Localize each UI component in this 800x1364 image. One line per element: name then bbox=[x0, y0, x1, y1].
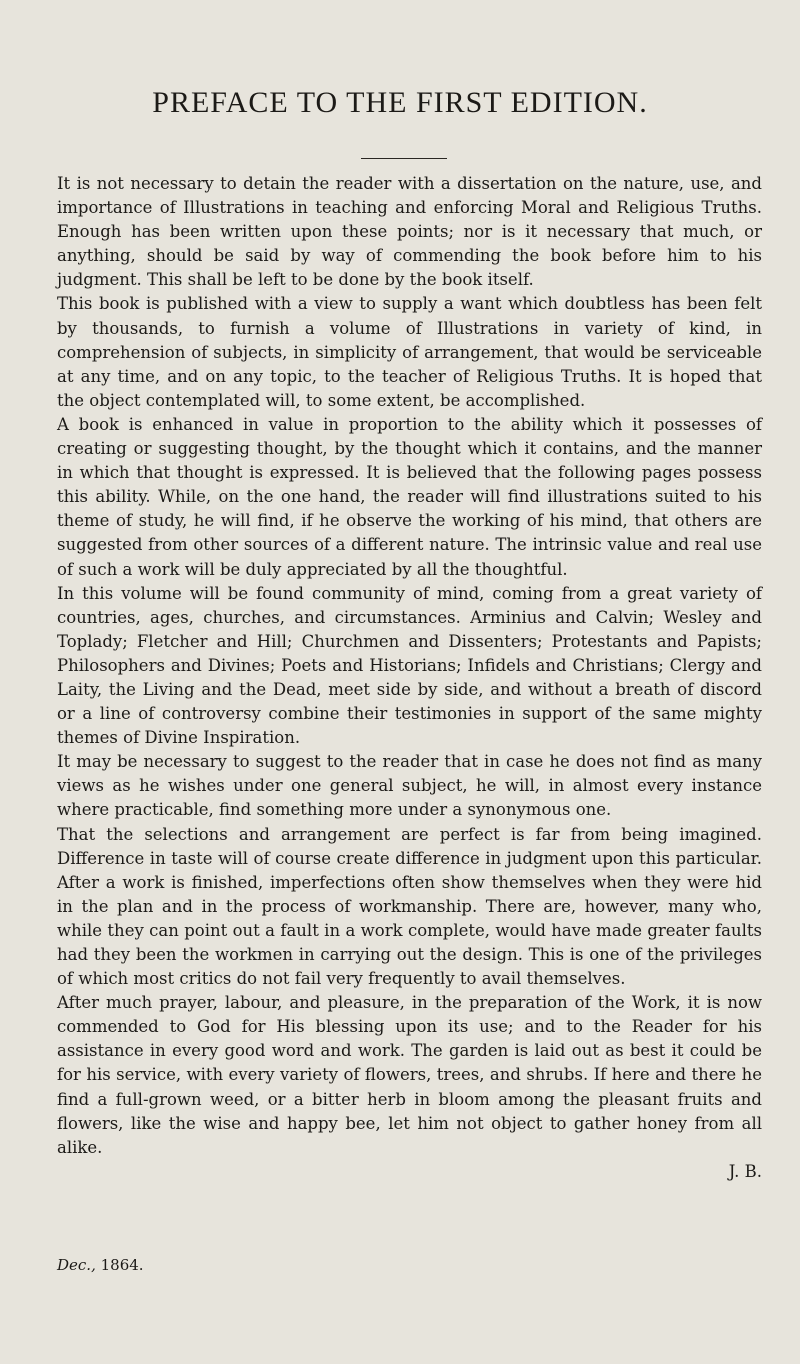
preface-body bbox=[57, 172, 762, 1184]
paragraph-4: In this volume will be found community of mind, coming from a great variety of countries, ages, churches, and circumstances. Arminius and Calvin; Wesley and Toplady; Fletcher and Hill; Churchmen and Dissenters; Protestants and Papists; Philosophers and Divines; Poets and Historians; Infidels and Christians; Clergy and Laity, the Living and the Dead, meet side by side, and without a breath of discord or a line of controversy combine their testimonies in support of the same mighty themes of Divine Inspiration. bbox=[57, 583, 762, 748]
signature: J. B. bbox=[728, 1161, 762, 1181]
paragraph-2: This book is published with a view to supply a want which doubtless has been felt by thousands, to furnish a volume of Illustrations in variety of kind, in comprehension of subjects, in simplicity of arrangement, that would be serviceable at any time, and on any topic, to the teacher of Religious Truths. It is hoped that the object contemplated will, to some extent, be accomplished. bbox=[57, 294, 762, 410]
paragraph-7: After much prayer, labour, and pleasure, in the preparation of the Work, it is now commended to God for His blessing upon its use; and to the Reader for his assistance in every good word and work. The garden is laid out as best it could be for his service, with every variety of flowers, trees, and shrubs. If here and there he find a full-grown weed, or a bitter herb in bloom among the pleasant fruits and flowers, like the wise and happy bee, let him not object to gather honey from all alike. bbox=[57, 993, 762, 1157]
paragraph-3: A book is enhanced in value in proportion to the ability which it possesses of creating or suggesting thought, by the thought which it contains, and the manner in which that thought is expressed. It is believed that the following pages possess this ability. While, on the one hand, the reader will find illustrations suited to his theme of study, he will find, if he observe the working of his mind, that others are suggested from other sources of a different nature. The intrinsic value and real use of such a work will be duly appreciated by all the thoughtful. bbox=[57, 414, 762, 579]
paragraph-6: That the selections and arrangement are perfect is far from being imagined. Difference in taste will of course create difference in judgment upon this particular. After a work is finished, imperfections often show themselves when they were hid in the plan and in the process of workmanship. There are, however, many who, while they can point out a fault in a work complete, would have made greater faults had they been the workmen in carrying out the design. This is one of the privileges of which most critics do not fail very frequently to avail themselves. bbox=[57, 824, 762, 989]
date-year: 1864. bbox=[100, 1256, 144, 1274]
paragraph-5: It may be necessary to suggest to the reader that in case he does not find as many views as he wishes under one general subject, he will, in almost every instance where practicable, find something more under a synonymous one. bbox=[57, 752, 762, 820]
dateline bbox=[57, 1256, 144, 1274]
paragraph-1: It is not necessary to detain the reader with a dissertation on the nature, use, and importance of Illustrations in teaching and enforcing Moral and Religious Truths. Enough has been written upon these points; nor is it necessary that much, or anything, should be said by way of commending the book before him to his judgment. This shall be left to be done by the book itself. bbox=[57, 174, 762, 290]
title-rule bbox=[361, 158, 447, 159]
page-title: PREFACE TO THE FIRST EDITION. bbox=[152, 86, 648, 119]
date-month: Dec., bbox=[57, 1256, 96, 1274]
